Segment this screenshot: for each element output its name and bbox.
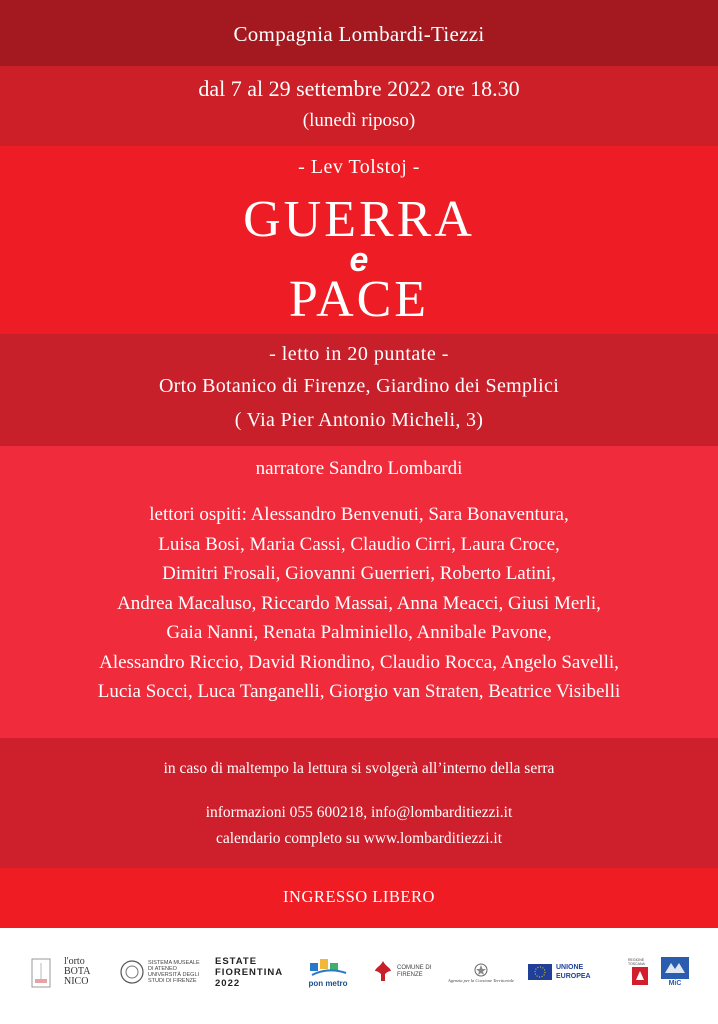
contact-info: informazioni 055 600218, info@lombarditiezzi.it (205, 804, 513, 821)
sponsor-logos (0, 950, 718, 1000)
author-name: - Lev Tolstoj - (298, 156, 420, 178)
readers-line: Luisa Bosi, Maria Cassi, Claudio Cirri, Laura Croce, (158, 533, 560, 555)
venue-name: Orto Botanico di Firenze, Giardino dei Semplici (158, 375, 560, 397)
free-entry-label: INGRESSO LIBERO (283, 887, 435, 906)
calendar-link: calendario completo su www.lombarditiezzi.it (215, 830, 503, 847)
venue-address: ( Via Pier Antonio Micheli, 3) (234, 409, 484, 431)
readers-line: Dimitri Frosali, Giovanni Guerrieri, Roberto Latini, (162, 563, 556, 584)
company-name: Compagnia Lombardi-Tiezzi (233, 22, 485, 46)
readers-line: Lucia Socci, Luca Tanganelli, Giorgio van Straten, Beatrice Visibelli (97, 681, 621, 702)
unione-europea-logo-icon: UNIONE EUROPEA (528, 950, 618, 994)
readers-line: lettori ospiti: Alessandro Benvenuti, Sara Bonaventura, (149, 504, 569, 525)
readers-line: Gaia Nanni, Renata Palminiello, Annibale Pavone, (166, 622, 552, 643)
regione-toscana-logo-icon: REGIONE TOSCANA (628, 950, 652, 994)
title-line-3: PACE (288, 271, 430, 328)
sistema-museale-logo-icon: SISTEMA MUSEALE DI ATENEO UNIVERSITÀ DEGLI STUDI DI FIRENZE (120, 950, 204, 994)
readers-line: Alessandro Riccio, David Riondino, Claudio Rocca, Angelo Savelli, (99, 651, 619, 673)
title-line-2: e (349, 241, 369, 279)
building-logo-icon (26, 950, 56, 994)
orto-botanico-logo-icon: l'orto BOTA NICO (64, 956, 90, 987)
notes-band (0, 738, 718, 868)
title-line-1: GUERRA (243, 191, 475, 248)
episodes-count: - letto in 20 puntate - (269, 343, 449, 365)
agenzia-coesione-logo-icon: Agenzia per la Coesione Territoriale (446, 950, 516, 994)
mic-logo-icon: MiC (658, 950, 692, 994)
pon-metro-logo-icon: pon metro (300, 950, 356, 994)
narrator-credit: narratore Sandro Lombardi (255, 458, 463, 479)
guest-readers (0, 500, 718, 707)
comune-firenze-logo-icon: COMUNE DI FIRENZE (372, 950, 434, 994)
readers-line: Andrea Macaluso, Riccardo Massai, Anna Meacci, Giusi Merli, (117, 592, 601, 614)
event-dates: dal 7 al 29 settembre 2022 ore 18.30 (198, 76, 520, 101)
weather-note: in caso di maltempo la lettura si svolgerà all’interno della serra (163, 760, 555, 777)
rest-day-note: (lunedì riposo) (302, 110, 416, 131)
estate-fiorentina-logo-icon: ESTATE FIORENTINA 2022 (215, 955, 283, 989)
